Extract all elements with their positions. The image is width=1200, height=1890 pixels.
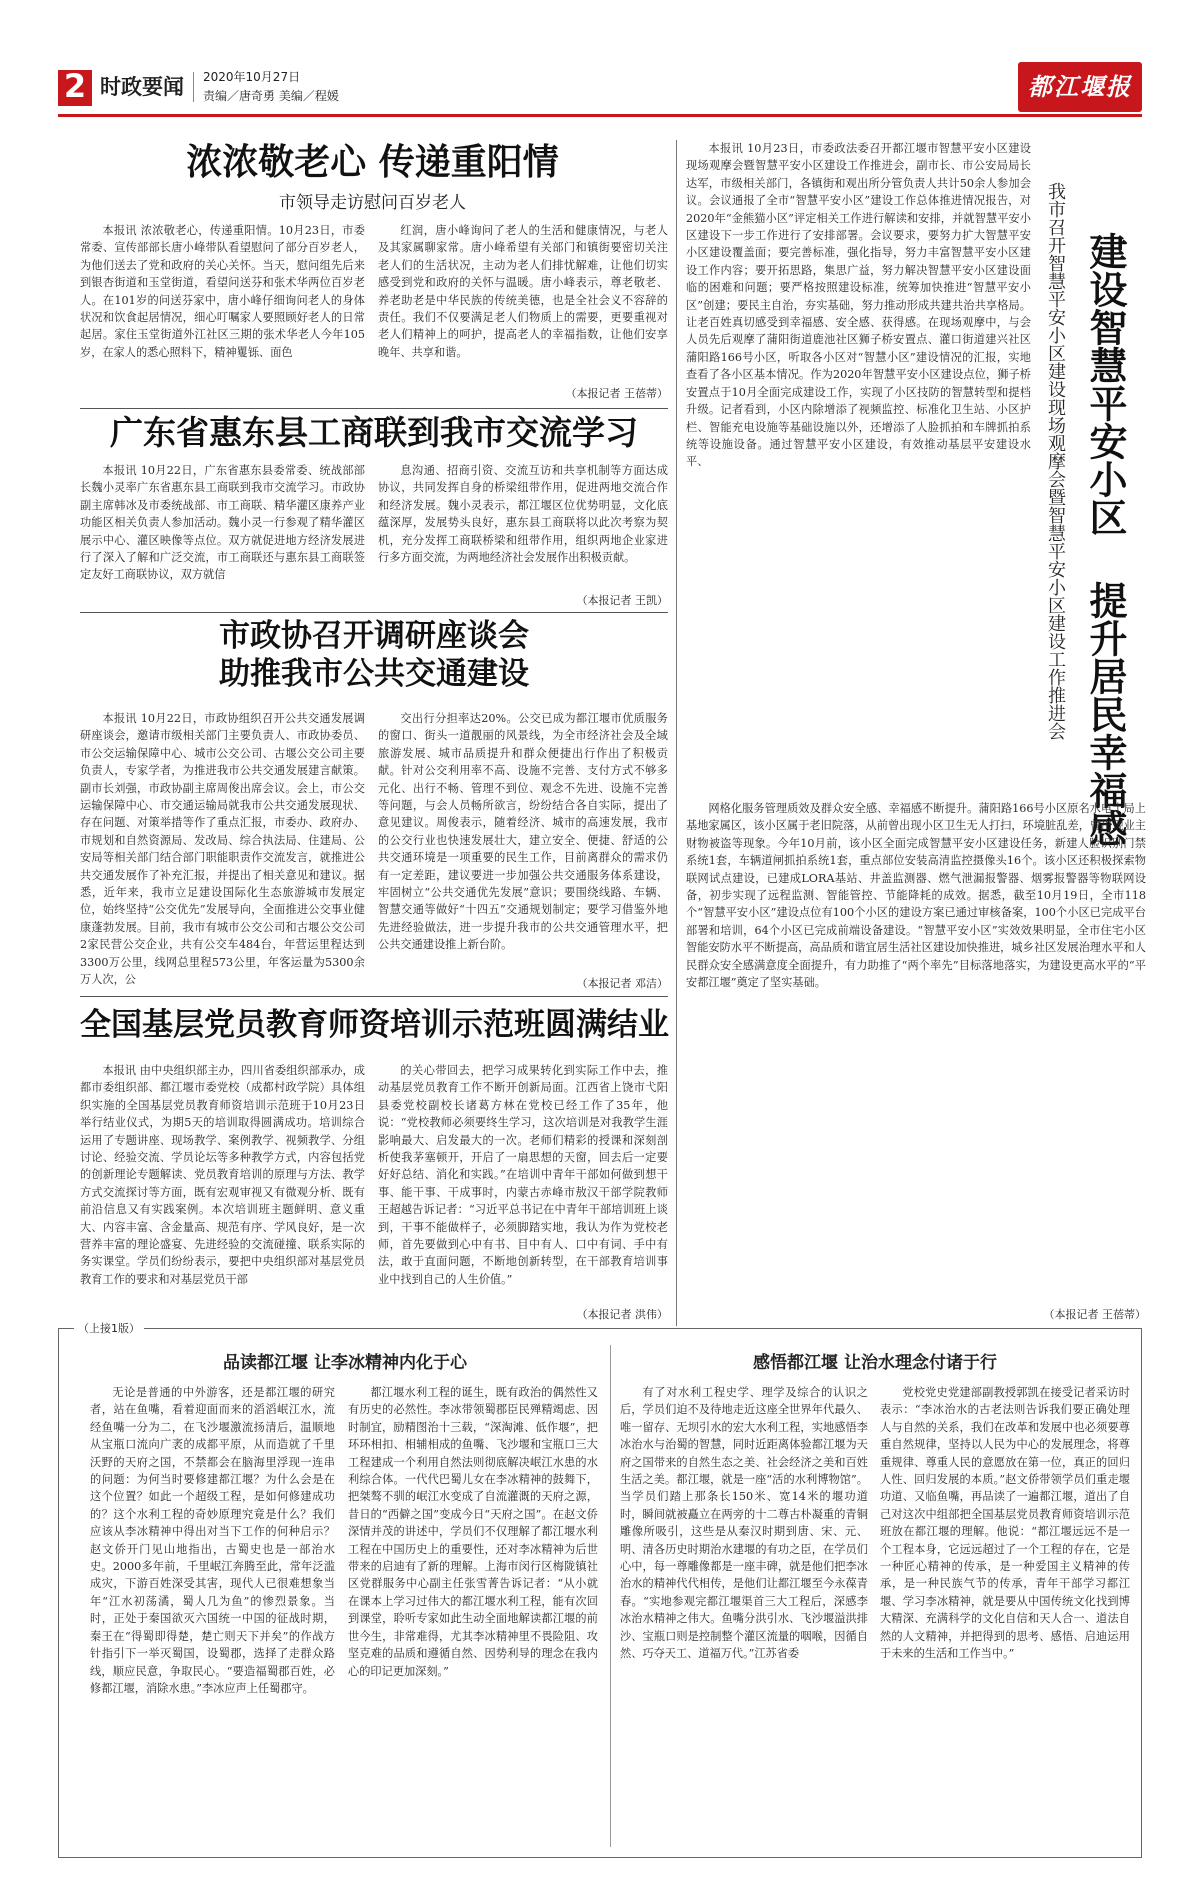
- article1-divider: [80, 408, 668, 409]
- page-number: 2: [63, 67, 87, 105]
- article1-subtitle: 市领导走访慰问百岁老人: [279, 193, 466, 213]
- article1-title: 浓浓敬老心 传递重阳情: [186, 141, 559, 183]
- article5-byline: （本报记者 王蓓蒂）: [1043, 1308, 1146, 1321]
- article1-col2: 红润，唐小峰询问了老人的生活和健康情况，与老人及其家属聊家常。唐小峰希望有关部门和镇街要密切关注老人们的生活状况，主动为老人们排忧解难，让他们切实感受到党和政府的关怀与温暖。唐小峰表示，尊老敬老、养老助老是中华民族的传统美德，也是全社会义不容辞的责任。我们不仅要满足老人们物质上的需要，更要重视对老人们精神上的呵护，提高老人的幸福指数，让他们安享晚年、共享和谐。: [378, 224, 668, 359]
- continued-mid-divider: [610, 1345, 611, 1847]
- article1-col1: 本报讯 浓浓敬老心，传递重阳情。10月23日，市委常委、宣传部部长唐小峰带队看望慰问了部分百岁老人，为他们送去了党和政府的关心关怀。当天，慰问组先后来到银杏街道和玉堂街道，看望问送芬和张术华两位百岁老人。在101岁的问送芬家中，唐小峰仔细询问老人的身体状况和饮食起居情况，细心叮嘱家人要照顾好老人的日常起居。家住玉堂街道外江社区三期的张术华老人今年105岁，在家人的悉心照料下，精神矍铄、面色: [80, 224, 365, 359]
- column-divider: [676, 140, 677, 1326]
- article3-divider: [80, 996, 668, 997]
- section-name: 时政要闻: [100, 75, 184, 99]
- article5-subtitle: 我市召开智慧平安小区建设现场观摩会暨智慧平安小区建设工作推进会: [1045, 182, 1066, 740]
- continued-left-col1: 无论是普通的中外游客，还是都江堰的研究者，站在鱼嘴，看着迎面而来的滔滔岷江水，流经鱼嘴一分为二，在飞沙堰激流扬清后，温顺地从宝瓶口流向广袤的成都平原，从而造就了千里沃野的天府之国，不禁都会在脑海里浮现一连串的问题：为何当时要修建都江堰？为什么会是在这个位置？如此一个超级工程，是如何修建成功的？这个水利工程的奇妙原理究竟是什么？我们应该从李冰精神中得出对当下工作的何种启示？赵文侨开门见山地指出，古蜀史也是一部治水史。2000多年前，千里岷江奔腾至此，常年泛滥成灾，下游百姓深受其害，现代人已很难想象当年“江水初荡潏，蜀人几为鱼”的惨烈景象。当时，正处于秦国欲灭六国统一中国的征战时期，秦王在“得蜀即得楚，楚亡则天下并矣”的作战方针指引下一举灭蜀国，设蜀郡，选择了走群众路线，顺应民意，争取民心。“要造福蜀郡百姓，必修都江堰，消除水患。”李冰应声上任蜀郡守。: [90, 1386, 335, 1695]
- article4-title: 全国基层党员教育师资培训示范班圆满结业: [80, 1007, 669, 1043]
- article3-title-line1: 市政协召开调研座谈会: [219, 618, 529, 654]
- page-header: [58, 62, 1142, 120]
- continued-right-title: 感悟都江堰 让治水理念付诸于行: [753, 1353, 997, 1373]
- continued-left-col2: 都江堰水利工程的诞生，既有政治的偶然性又有历史的必然性。李冰带领蜀郡臣民殚精竭虑、因时制宜，励精图治十三载，“深淘滩、低作堰”，把环环相扣、相辅相成的鱼嘴、飞沙堰和宝瓶口三大工程建成一个利用自然法则彻底解决岷江水患的水利综合体。一代代巴蜀儿女在李冰精神的鼓舞下，把桀骜不驯的岷江水变成了自流灌溉的天府之源，昔日的“西僻之国”变成今日“天府之国”。在赵文侨深情并茂的讲述中，学员们不仅理解了都江堰水利工程在中国历史上的重要性，还对李冰精神为后世带来的启迪有了新的理解。上海市闵行区梅陇镇社区党群服务中心副主任张雪菁告诉记者：“从小就在课本上学习过伟大的都江堰水利工程，能有次回到课堂，聆听专家如此生动全面地解读都江堰的前世今生，非常难得，尤其李冰精神里不畏险阻、攻坚克难的品质和遵循自然、因势利导的理念在我内心的印记更加深刻。”: [348, 1386, 598, 1678]
- article5-body-b: 网格化服务管理质效及群众安全感、幸福感不断提升。蒲阳路166号小区原名水电十局上基地家属区，该小区属于老旧院落，从前曾出现小区卫生无人打扫，环境脏乱差，曾出现业主财物被盗等现象。今年10月前，该小区全面完成智慧平安小区建设任务，新建人脸识别门禁系统1套，车辆道闸抓拍系统1套，重点部位安装高清监控摄像头16个。该小区还积极探索物联网试点建设，已建成LORA基站、井盖监测器、燃气泄漏报警器、烟雾报警器等物联网设备，初步实现了远程监测、智能管控、节能降耗的成效。据悉，截至10月19日，全市118个“智慧平安小区”建设点位有100个小区的建设方案已通过审核备案，100个小区已完成平台部署和培训，64个小区已完成前端设备建设。“智慧平安小区”实效效果明显，全市住宅小区智能安防水平不断提高，高品质和谐宜居生活社区建设加快推进，城乡社区发展治理水平和人民群众安全感满意度全面提升，有力助推了“两个率先”目标落地落实，为建设更高水平的“平安都江堰”奠定了坚实基础。: [686, 802, 1146, 990]
- article2-col2: 息沟通、招商引资、交流互访和共享机制等方面达成协议，共同发挥自身的桥梁纽带作用，促进两地交流合作和经济发展。魏小灵表示，都江堰区位优势明显，文化底蕴深厚，发展势头良好，惠东县工商联将以此次考察为契机，充分发挥工商联桥梁和纽带作用，组织两地企业家进行多方面交流，为两地经济社会发展作出积极贡献。: [378, 464, 668, 565]
- article2-divider: [80, 612, 668, 613]
- article4-col1: 本报讯 由中央组织部主办，四川省委组织部承办，成都市委组织部、都江堰市委党校（成都村政学院）具体组织实施的全国基层党员教育师资培训示范班于10月23日举行结业仪式，为期5天的培训取得圆满成功。培训综合运用了专题讲座、现场教学、案例教学、视频教学、分组讨论、经验交流、学员论坛等多种教学方式，内容包括党的创新理论专题解读、党员教育培训的原理与方法、教学方式交流探讨等方面，既有宏观审视又有微观分析、既有前沿信息又有实践案例。本次培训班主题鲜明、意义重大、内容丰富、含金量高、规范有序、学风良好，是一次营养丰富的理论盛宴、先进经验的交流碰撞、联系实际的务实课堂。学员们纷纷表示，要把中央组织部对基层党员教育工作的要求和对基层党员干部: [80, 1064, 365, 1286]
- article5-title: 建设智慧平安小区 提升居民幸福感: [1083, 232, 1128, 847]
- header-bottom-rule: [58, 114, 1142, 117]
- article3-col1: 本报讯 10月22日，市政协组织召开公共交通发展调研座谈会，邀请市级相关部门主要负责人、市政协委员、市公交运输保障中心、城市公交公司、古堰公交公司主要负责人，专家学者，为推进我市公共交通发展建言献策。副市长刘强，市政协副主席周俊出席会议。会上，市公交运输保障中心、市交通运输局就我市公共交通发展现状、存在问题、对策举措等作了重点汇报，市委办、政府办、市规划和自然资源局、发改局、综合执法局、住建局、公安局等相关部门结合部门职能职责作交流发言，就推进公共交通发展作了补充汇报，并提出了相关意见和建议。据悉，近年来，我市立足建设国际化生态旅游城市发展定位，始终坚持“公交优先”发展导向，全面推进公交事业健康蓬勃发展。目前，我市有城市公交公司和古堰公交公司2家民营公交企业，共有公交车484台，年营运里程达到3300万公里，线网总里程573公里，年客运量为5300余万人次，公: [80, 712, 365, 987]
- article3-col2: 交出行分担率达20%。公交已成为都江堰市优质服务的窗口、街头一道靓丽的风景线，为全市经济社会及全域旅游发展、城市品质提升和群众便捷出行作出了积极贡献。针对公交利用率不高、设施不完善、支付方式不够多元化、出行不畅、管理不到位、观念不先进、设施不完善等问题，与会人员畅所欲言，纷纷结合各自实际，提出了意见建议。周俊表示，随着经济、城市的高速发展，我市的公交行业也快速发展壮大，建立安全、便捷、舒适的公共交通环境是一项重要的民生工作，目前离群众的需求仍有一定差距，建议要进一步加强公共交通服务体系建设，牢固树立“公共交通优先发展”意识；要围绕线路、车辆、智慧交通等做好“十四五”交通规划制定；要学习借鉴外地先进经验做法，进一步提升我市的公共交通管理水平，把公共交通建设推上新台阶。: [378, 712, 668, 952]
- article3-byline: （本报记者 邓洁）: [576, 977, 668, 990]
- continued-right-col1: 有了对水利工程史学、理学及综合的认识之后，学员们迫不及待地走近这座全世界年代最久、唯一留存、无坝引水的宏大水利工程，实地感悟李冰治水与治蜀的智慧，同时近距离体验都江堰为天府之国带来的自然生态之美、社会经济之美和百姓生活之美。都江堰，就是一座“活的水利博物馆”。当学员们踏上那条长150米、宽14米的堰功道时，瞬间就被矗立在两旁的十二尊古朴凝重的青铜雕像所吸引，这些是从秦汉时期到唐、宋、元、明、清各历史时期治水建堰的有功之臣，在学员们心中，每一尊雕像都是一座丰碑，就是他们把李冰治水的精神代代相传，是他们让都江堰至今永葆青春。“实地参观完都江堰渠首三大工程后，深感李冰治水精神之伟大。鱼嘴分洪引水、飞沙堰溢洪排沙、宝瓶口则是控制整个灌区流量的咽喉，因循自然、巧夺天工、道福万代。”江苏省委: [620, 1386, 868, 1661]
- continued-right-col2: 党校党史党建部副教授郭凯在接受记者采访时表示：“李冰治水的古老法则告诉我们要正确处理人与自然的关系，我们在改革和发展中也必须要尊重自然规律，坚持以人民为中心的发展理念，将尊重规律、尊重人民的意愿放在第一位，真正的回归人性、回归发展的本质。”赵文侨带领学员们重走堰功道、又临鱼嘴，再品读了一遍都江堰，道出了自己对这次中组部把全国基层党员教育师资培训示范班放在都江堰的理解。他说：“都江堰远远不是一个工程本身，它远远超过了一个工程的存在，它是一种匠心精神的传承，是一种爱国主义精神的传承，是一种民族气节的传承，青年干部学习都江堰、学习李冰精神，就是要从中国传统文化找到博大精深、充满科学的文化自信和天人合一、道法自然的人文精神，并把得到的思考、感悟、启迪运用于未来的生活和工作当中。”: [880, 1386, 1130, 1661]
- editors: 责编／唐奇勇 美编／程媛: [203, 89, 339, 103]
- issue-date: 2020年10月27日: [203, 70, 301, 84]
- article2-col1: 本报讯 10月22日，广东省惠东县委常委、统战部部长魏小灵率广东省惠东县工商联到我市交流学习。市政协副主席韩冰及市委统战部、市工商联、精华灌区康养产业功能区相关负责人参加活动。魏小灵一行参观了精华灌区展示中心、灌区映像等点位。双方就促进地方经济发展进行了深入了解和广泛交流，市工商联还与惠东县工商联签定友好工商联协议，双方就信: [80, 464, 365, 582]
- article1-byline: （本报记者 王蓓蒂）: [565, 387, 668, 400]
- continued-left-title: 品读都江堰 让李冰精神内化于心: [223, 1353, 467, 1373]
- article3-title-line2: 助推我市公共交通建设: [219, 656, 529, 692]
- article2-title: 广东省惠东县工商联到我市交流学习: [110, 413, 638, 452]
- masthead-logo: [1018, 62, 1142, 112]
- masthead-text: 都江堰报: [1028, 72, 1132, 101]
- article2-byline: （本报记者 王凯）: [576, 594, 668, 607]
- article5-body-a: 本报讯 10月23日，市委政法委召开都江堰市智慧平安小区建设现场观摩会暨智慧平安小区建设工作推进会，副市长、市公安局局长达军，市级相关部门，各镇街和观出所分管负责人共计50余人参加会议。会议通报了全市“智慧平安小区”建设工作总体推进情况报告，对2020年“金熊猫小区”评定相关工作进行解读和安排，并就智慧平安小区建设下一步工作进行了安排部署。会议要求，要努力扩大智慧平安小区建设覆盖面；要完善标准，强化指导，努力丰富智慧平安小区建设工作内容；要开拓思路，集思广益，努力解决智慧平安小区建设面临的困难和问题；要严格按照建设标准，统筹加快推进“智慧平安小区”创建；要民主自治，夯实基础，努力推动形成共建共治共享格局。让老百姓真切感受到幸福感、安全感、获得感。在现场观摩中，与会人员先后观摩了蒲阳街道鹿池社区狮子桥安置点、灌口街道建兴社区蒲阳路166号小区，听取各小区对“智慧小区”建设情况的汇报，实地查看了各小区基本情况。作为2020年智慧平安小区建设点位，狮子桥安置点于10月全面完成建设工作，实现了小区技防的智慧转型和提档升级。记者看到，小区内除增添了视频监控、标准化卫生站、小区护栏、智能充电设施等基础设施以外，还增添了人脸抓拍和车牌抓拍系统等设施设备。通过智慧平安小区建设，有效推动基层平安建设水平、: [686, 142, 1031, 469]
- header-divider: [193, 72, 194, 102]
- article4-byline: （本报记者 洪伟）: [576, 1308, 668, 1321]
- continued-label: （上接1版）: [74, 1320, 144, 1336]
- article4-col2: 的关心带回去，把学习成果转化到实际工作中去，推动基层党员教育工作不断开创新局面。江西省上饶市弋阳县委党校副校长诸葛方林在党校已经工作了35年，他说：“党校教师必须要终生学习，这次培训是对我教学生涯影响最大、启发最大的一次。老师们精彩的授课和深刻剖析使我茅塞顿开，开启了一扇思想的天窗，回去后一定要好好总结、消化和实践。”在培训中青年干部如何做到想干事、能干事、干成事时，内蒙古赤峰市敖汉干部学院教师王超越告诉记者：“习近平总书记在中青年干部培训班上谈到，干事不能做样子，必须脚踏实地，我认为作为党校老师，首先要做到心中有书、目中有人、口中有词、手中有法，敢于直面问题，不断地创新转型，在干部教育培训事业中找到自己的人生价值。”: [378, 1064, 668, 1286]
